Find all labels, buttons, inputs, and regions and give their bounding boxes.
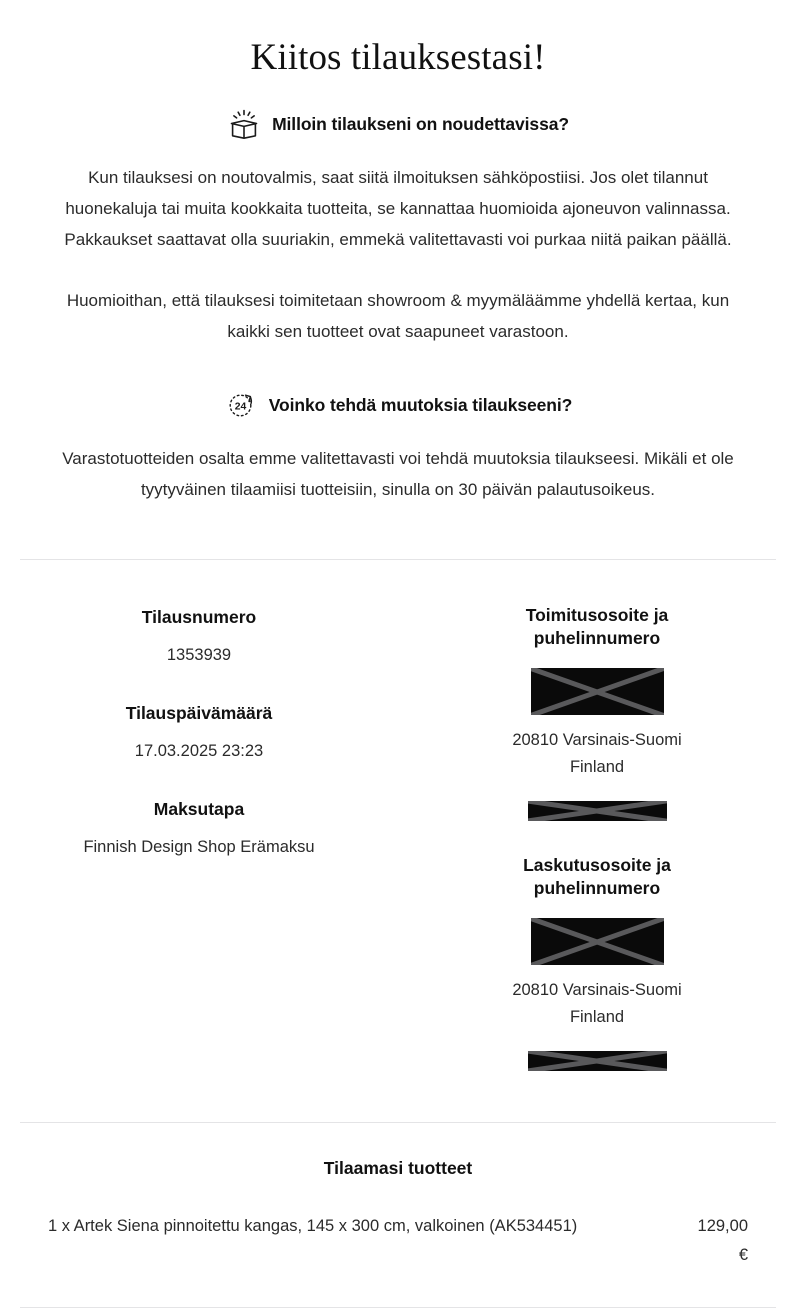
section-divider [20, 559, 776, 560]
shipping-city-line: 20810 Varsinais-Suomi [512, 731, 682, 750]
faq-paragraph: Kun tilauksesi on noutovalmis, saat siitä ilmoituksen sähköpostiisi. Jos olet tilannut huonekaluja tai muita kookkaita tuotteita, se kannattaa huomioida ajoneuvon valinnassa. Pakkaukset saattavat olla suuriakin, emmekä valitettavasti voi purkaa niitä paikan päällä. [64, 168, 732, 250]
faq-heading-changes [0, 389, 796, 421]
payment-method-label: Maksutapa [153, 799, 245, 820]
order-number-value: 1353939 [166, 646, 232, 665]
product-name: 1 x Artek Siena pinnoitettu kangas, 145 x 300 cm, valkoinen (AK534451) [48, 1217, 578, 1236]
order-number-label: Tilausnumero [141, 607, 257, 628]
faq-paragraph: Varastotuotteiden osalta emme valitettavasti voi tehdä muutoksia tilaukseesi. Mikäli et ole tyytyväinen tilaamiisi tuotteisiin, sinulla on 30 päivän palautusoikeus. [62, 449, 734, 500]
order-number-field [24, 604, 374, 668]
faq-heading-pickup [0, 108, 796, 140]
product-row [0, 1212, 796, 1270]
products-title: Tilaamasi tuotteet [323, 1158, 473, 1179]
order-info-column [0, 604, 398, 860]
shipping-country: Finland [569, 758, 625, 777]
billing-country: Finland [569, 1008, 625, 1027]
shipping-address-block [422, 604, 772, 821]
billing-address-heading: Laskutusosoite ja puhelinnumero [523, 855, 671, 899]
payment-method-value: Finnish Design Shop Erämaksu [83, 838, 315, 857]
faq-paragraph: Huomioithan, että tilauksesi toimitetaan showroom & myymäläämme yhdellä kertaa, kun kaikki sen tuotteet ovat saapuneet varastoon. [66, 291, 730, 342]
address-column [398, 604, 796, 1071]
billing-address-block [422, 854, 772, 1071]
order-date-value: 17.03.2025 23:23 [134, 742, 264, 761]
payment-method-field [24, 796, 374, 860]
open-box-icon [227, 108, 261, 140]
faq-heading-label: Milloin tilaukseni on noudettavissa? [272, 113, 569, 134]
order-date-label: Tilauspäivämäärä [125, 703, 273, 724]
redacted-phone-box [528, 801, 667, 821]
redacted-phone-box [528, 1051, 667, 1071]
redacted-name-box [531, 668, 664, 715]
redacted-name-box [531, 918, 664, 965]
order-date-field [24, 700, 374, 764]
svg-text:24: 24 [234, 401, 247, 413]
order-details-section [0, 604, 796, 1071]
shipping-address-heading: Toimitusosoite ja puhelinnumero [525, 605, 669, 649]
24h-clock-icon [224, 389, 258, 421]
page-title: Kiitos tilauksestasi! [250, 37, 546, 78]
product-price: 129,00 € [697, 1217, 748, 1265]
billing-city-line: 20810 Varsinais-Suomi [512, 981, 682, 1000]
faq-heading-label: Voinko tehdä muutoksia tilaukseeni? [268, 394, 573, 415]
